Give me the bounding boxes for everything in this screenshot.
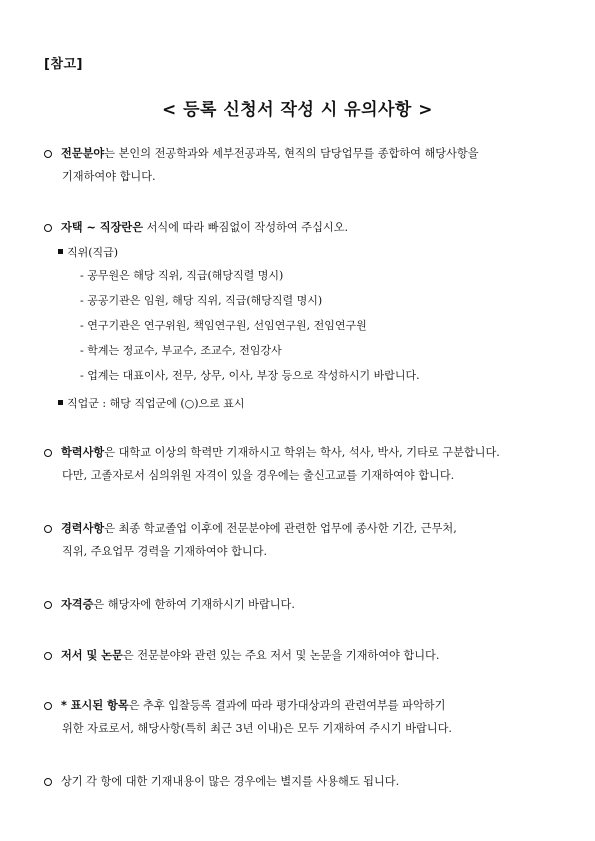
job-group-line: 직업군 : 해당 직업군에 (○)으로 표시 [58,392,245,416]
circle-bullet-icon [44,601,52,609]
note-item-publications [44,644,554,667]
item-continuation: 직위, 주요업무 경력을 기재하여야 합니다. [62,545,268,558]
position-line: - 공무원은 해당 직위, 직급(해당직렬 명시) [80,269,284,282]
position-line: - 학계는 정교수, 부교수, 조교수, 전임강사 [80,344,282,357]
item-text: 은 해당자에 한하여 기재하시기 바랍니다. [93,598,295,611]
page-title: < 등록 신청서 작성 시 유의사항 > [161,100,434,120]
item-text: 는 본인의 전공학과와 세부전공과목, 현직의 담당업무를 종합하여 해당사항을 [104,147,479,160]
square-bullet-icon [58,249,63,254]
circle-bullet-icon [44,652,52,660]
note-item-career [44,517,554,563]
note-item-marked-fields [44,694,554,740]
circle-bullet-icon [44,702,52,710]
note-item-specialty [44,142,554,188]
keyword: 전문분야 [61,147,105,160]
item-text: 은 대학교 이상의 학력만 기재하시고 학위는 학사, 석사, 박사, 기타로 구분합니다. [104,446,500,459]
square-bullet-icon [58,400,63,405]
reference-label: [참고] [44,57,83,72]
item-continuation: 기재하여야 합니다. [62,170,156,183]
circle-bullet-icon [44,449,52,457]
item-continuation: 위한 자료로서, 해당사항(특히 최근 3년 이내)은 모두 기재하여 주시기 바랍니다. [62,722,452,735]
position-line: - 업계는 대표이사, 전무, 상무, 이사, 부장 등으로 작성하시기 바랍니다. [80,369,420,382]
keyword: 자격증 [61,598,94,611]
circle-bullet-icon [44,525,52,533]
circle-bullet-icon [44,778,52,786]
item-continuation: 다만, 고졸자로서 심의위원 자격이 있을 경우에는 출신고교를 기재하여야 합니다. [62,469,455,482]
circle-bullet-icon [44,150,52,158]
position-line: - 연구기관은 연구위원, 책임연구원, 선임연구원, 전임연구원 [80,319,367,332]
item-text: 은 추후 입찰등록 결과에 따라 평가대상과의 관련여부를 파악하기 [128,699,446,712]
item-text: 서식에 따라 빠짐없이 작성하여 주십시오. [143,221,349,234]
item-text: 상기 각 항에 대한 기재내용이 많은 경우에는 별지를 사용해도 됩니다. [61,775,400,788]
keyword: 자택 ~ 직장란은 [61,221,144,234]
keyword: 경력사항 [61,522,105,535]
note-item-certificate [44,593,554,616]
position-label: 직위(직급) [58,241,118,265]
note-item-education [44,441,554,487]
note-item-address [44,216,554,239]
keyword: 저서 및 논문 [61,649,123,662]
circle-bullet-icon [44,224,52,232]
position-line: - 공공기관은 임원, 해당 직위, 직급(해당직렬 명시) [80,294,323,307]
keyword: 학력사항 [61,446,105,459]
note-item-attachment [44,770,554,793]
item-text: 은 전문분야와 관련 있는 주요 저서 및 논문을 기재하여야 합니다. [122,649,440,662]
keyword: * 표시된 항목 [61,699,129,712]
item-text: 은 최종 학교졸업 이후에 전문분야에 관련한 업무에 종사한 기간, 근무처, [104,522,457,535]
